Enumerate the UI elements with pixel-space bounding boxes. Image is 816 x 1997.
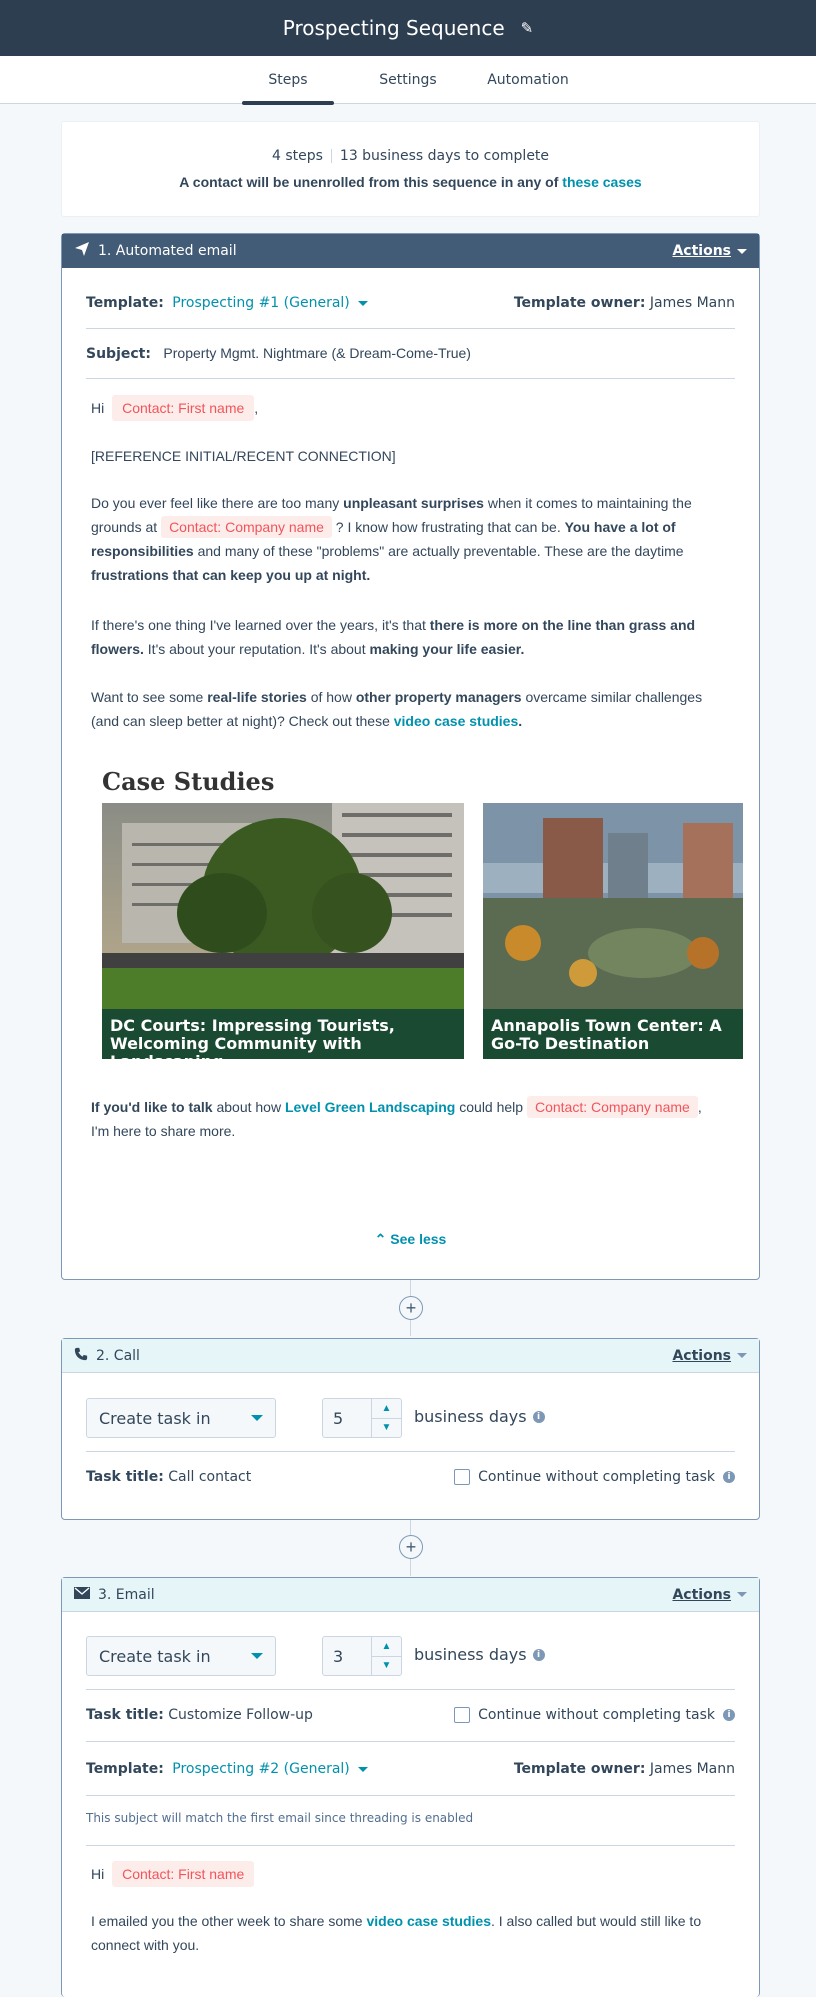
info-icon[interactable]: i [533,1411,545,1423]
chevron-up-icon[interactable]: ▲ [372,1399,401,1419]
chevron-down-icon [358,1767,368,1772]
owner-value: James Mann [649,1761,735,1777]
chevron-down-icon[interactable]: ▼ [381,1660,392,1672]
greeting: Hi [91,1866,105,1882]
reference-line: [REFERENCE INITIAL/RECENT CONNECTION] [91,448,396,464]
case-study-card[interactable] [102,803,464,1071]
text: I emailed you the other week to share some [91,1913,367,1929]
owner-label: Template owner: [513,295,646,311]
case-studies-heading: Case Studies [102,767,275,796]
text: when it comes to maintaining the grounds at [91,495,692,535]
sequence-header [0,0,816,56]
step-1-header [62,234,759,268]
template-value: Prospecting #1 (General) [172,295,350,311]
chevron-down-icon[interactable]: ▼ [381,1422,392,1434]
step-card-3 [61,1577,760,1997]
text: of how [306,689,356,705]
paragraph-1 [91,1909,723,1957]
sequence-summary [61,121,760,217]
days-stepper[interactable] [322,1398,402,1438]
unenroll-text: A contact will be unenrolled from this sequence in any of [179,174,559,190]
continue-checkbox[interactable] [454,1707,470,1723]
continue-label: Continue without completing task [478,1469,715,1485]
text: , I'm here to share more. [91,1099,702,1139]
bold-text: frustrations that can keep you up at night. [91,567,371,583]
days-stepper[interactable] [322,1636,402,1676]
bold-text: unpleasant surprises [343,495,484,511]
divider [331,149,332,163]
create-task-select[interactable] [86,1398,276,1438]
unenroll-note [62,174,759,190]
select-value: Create task in [99,1408,211,1428]
paragraph-2 [91,613,723,661]
bdays-text: business days [414,1645,527,1664]
company-name-token[interactable]: Contact: Company name [527,1096,698,1118]
step-card-2 [61,1338,760,1520]
bold-text: You have a lot of responsibilities [91,519,676,559]
chevron-down-icon [737,1592,747,1597]
template-row [86,295,735,311]
actions-label: Actions [672,1347,731,1364]
first-name-token[interactable]: Contact: First name [112,395,254,421]
template-owner [514,295,735,311]
video-case-studies-link[interactable]: video case studies [393,713,519,729]
bold-text: other property managers [355,689,522,705]
template-label: Template: [86,295,164,311]
task-title-value[interactable]: Customize Follow-up [168,1707,313,1723]
envelope-icon [74,1587,90,1603]
text: ? I know how frustrating that can be. [331,519,565,535]
divider [86,1795,735,1796]
continue-checkbox[interactable] [454,1469,470,1485]
step-2-title: 2. Call [96,1347,140,1364]
stepper-buttons [371,1399,401,1437]
step-card-1 [61,233,760,1280]
text: about how [212,1099,285,1115]
case-studies-gallery [102,803,734,1071]
tab-automation[interactable]: Automation [487,72,569,88]
divider [86,1741,735,1742]
step-3-header [62,1578,759,1612]
summary-stats [62,148,759,164]
chevron-down-icon [251,1415,263,1421]
business-days-label [414,1645,545,1664]
these-cases-link[interactable]: these cases [562,174,642,190]
bold-text: making your life easier. [369,641,525,657]
select-value: Create task in [99,1646,211,1666]
template-label: Template: [86,1761,164,1777]
step-3-title: 3. Email [98,1586,155,1603]
continue-without-completing [454,1707,735,1723]
text: overcame similar challenges (and can sleep better at night)? Check out these [91,689,703,729]
template-value: Prospecting #2 (General) [172,1761,350,1777]
subject-label: Subject: [86,346,151,362]
text: Do you ever feel like there are too many [91,495,344,511]
bold-text: there is more on the line than grass and flowers. [91,617,696,657]
info-icon[interactable]: i [723,1709,735,1721]
tab-steps[interactable]: Steps [238,56,338,104]
bdays-text: business days [414,1407,527,1426]
divider [86,1845,735,1846]
text: It's about your reputation. It's about [143,641,370,657]
case-study-card[interactable] [483,803,743,1059]
sequence-title: Prospecting Sequence [282,16,505,40]
owner-label: Template owner: [513,1761,646,1777]
see-less-label: See less [390,1231,447,1247]
divider [86,1689,735,1690]
divider [86,328,735,329]
days-count: 13 business days to complete [339,148,550,164]
template-owner [514,1761,735,1777]
task-title-label: Task title: [86,1707,164,1723]
greeting-line [91,1861,723,1887]
tab-settings[interactable]: Settings [379,72,437,88]
greeting: Hi [91,400,105,416]
text: . I also called but would still like to connect with you. [91,1913,702,1953]
step-2-actions-button[interactable] [672,1348,747,1364]
see-less-button[interactable] [62,1231,759,1248]
bold-text: real-life stories [207,689,307,705]
stepper-buttons [371,1637,401,1675]
case-study-caption: DC Courts: Impressing Tourists, Welcoming Community with Landscaping [102,1009,464,1059]
template-row [86,1761,735,1777]
text: could help [455,1099,527,1115]
pencil-icon[interactable]: ✎ [520,20,534,37]
template-select[interactable] [172,1761,368,1777]
chevron-down-icon [737,1353,747,1358]
owner-value: James Mann [649,295,735,311]
step-3-actions-button[interactable] [672,1587,747,1603]
continue-label: Continue without completing task [478,1707,715,1723]
add-step-button[interactable]: + [399,1535,423,1559]
chevron-up-icon[interactable]: ▲ [372,1637,401,1657]
actions-label: Actions [672,243,731,259]
paragraph-4 [91,1095,723,1143]
text: and many of these "problems" are actually preventable. These are the daytime [193,543,684,559]
paragraph-1 [91,491,723,587]
chevron-down-icon [358,301,368,306]
step-2-header [62,1339,759,1373]
text: If there's one thing I've learned over the years, it's that [91,617,430,633]
paragraph-3 [91,685,723,733]
text: . [518,713,523,729]
steps-count: 4 steps [271,148,323,164]
tab-bar [0,56,816,104]
greeting-line [91,395,723,421]
add-step-button[interactable]: + [399,1296,423,1320]
days-value[interactable]: 3 [333,1646,344,1666]
subject-row [86,345,735,362]
business-days-label [414,1407,545,1426]
chevron-down-icon [251,1653,263,1659]
info-icon[interactable]: i [723,1471,735,1483]
divider [86,378,735,379]
level-green-link[interactable]: Level Green Landscaping [284,1099,456,1115]
comma: , [254,400,259,416]
phone-icon [74,1347,88,1365]
continue-without-completing [454,1469,735,1485]
task-title-value[interactable]: Call contact [168,1469,252,1485]
create-task-select[interactable] [86,1636,276,1676]
chevron-up-icon: ⌃ [374,1231,387,1247]
first-name-token[interactable]: Contact: First name [112,1861,254,1887]
step-1-title: 1. Automated email [98,243,237,259]
video-case-studies-link[interactable]: video case studies [366,1913,491,1929]
case-study-caption: Annapolis Town Center: A Go-To Destination [483,1009,743,1059]
template-select[interactable] [172,295,368,311]
threading-note: This subject will match the first email since threading is enabled [86,1811,474,1825]
days-value[interactable]: 5 [333,1408,344,1428]
paper-plane-icon [74,241,90,261]
step-1-actions-button[interactable] [672,243,747,259]
text: Want to see some [91,689,208,705]
actions-label: Actions [672,1586,731,1603]
info-icon[interactable]: i [533,1649,545,1661]
task-title-label: Task title: [86,1469,164,1485]
divider [86,1451,735,1452]
subject-value[interactable]: Property Mgmt. Nightmare (& Dream-Come-True) [163,345,471,361]
chevron-down-icon [737,249,747,254]
bold-text: If you'd like to talk [91,1099,213,1115]
company-name-token[interactable]: Contact: Company name [161,516,332,538]
